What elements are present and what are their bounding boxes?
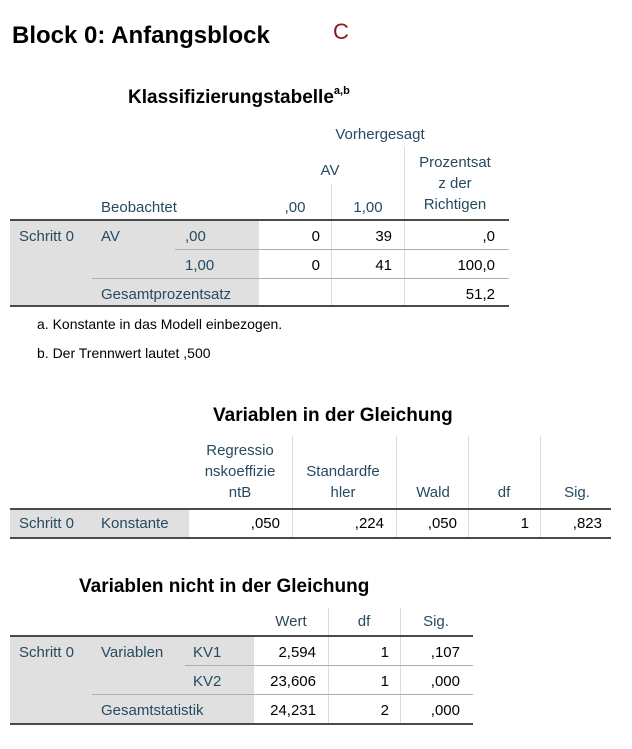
- row-divider: [185, 665, 473, 666]
- step-label: Schritt 0: [19, 228, 75, 245]
- header-sig: Sig.: [564, 484, 590, 501]
- header-se: Standardfe hler: [306, 463, 380, 501]
- variable-label: AV: [101, 228, 120, 245]
- in-equation-title: Variablen in der Gleichung: [213, 405, 453, 426]
- table-top-rule: [10, 635, 473, 637]
- row-divider: [92, 694, 473, 695]
- header-sig: Sig.: [423, 613, 449, 630]
- header-wert: Wert: [275, 613, 307, 630]
- header-percent-correct: Prozentsat z der Richtigen: [419, 154, 491, 213]
- table-bottom-rule: [10, 723, 473, 725]
- footnote-b: b. Der Trennwert lautet ,500: [37, 345, 211, 361]
- table-top-rule: [10, 508, 611, 510]
- classification-table-title: Klassifizierungstabelle$^{a,b}$: [128, 85, 350, 108]
- header-observed: Beobachtet: [101, 199, 177, 216]
- header-wald: Wald: [416, 484, 450, 501]
- header-av: AV: [320, 162, 340, 179]
- row-divider: [92, 278, 509, 279]
- header-b: Regressio nskoeffizie ntB: [204, 442, 276, 501]
- header-predicted: Vorhergesagt: [335, 126, 425, 143]
- header-col-0: ,00: [284, 199, 306, 216]
- table-bottom-rule: [10, 305, 509, 307]
- header-df: df: [497, 484, 511, 501]
- table-top-rule: [10, 219, 509, 221]
- group-label: Variablen: [101, 644, 164, 661]
- annotation-marker: C: [333, 19, 349, 44]
- footnote-a: a. Konstante in das Modell einbezogen.: [37, 316, 283, 332]
- step-label: Schritt 0: [19, 644, 75, 661]
- header-col-1: 1,00: [353, 199, 383, 216]
- footnote-ref: a,b: [333, 85, 350, 97]
- header-df: df: [357, 613, 371, 630]
- table-bottom-rule: [10, 537, 611, 539]
- not-in-equation-title: Variablen nicht in der Gleichung: [79, 576, 370, 597]
- block-title: Block 0: Anfangsblock: [12, 22, 270, 49]
- row-divider: [175, 249, 509, 250]
